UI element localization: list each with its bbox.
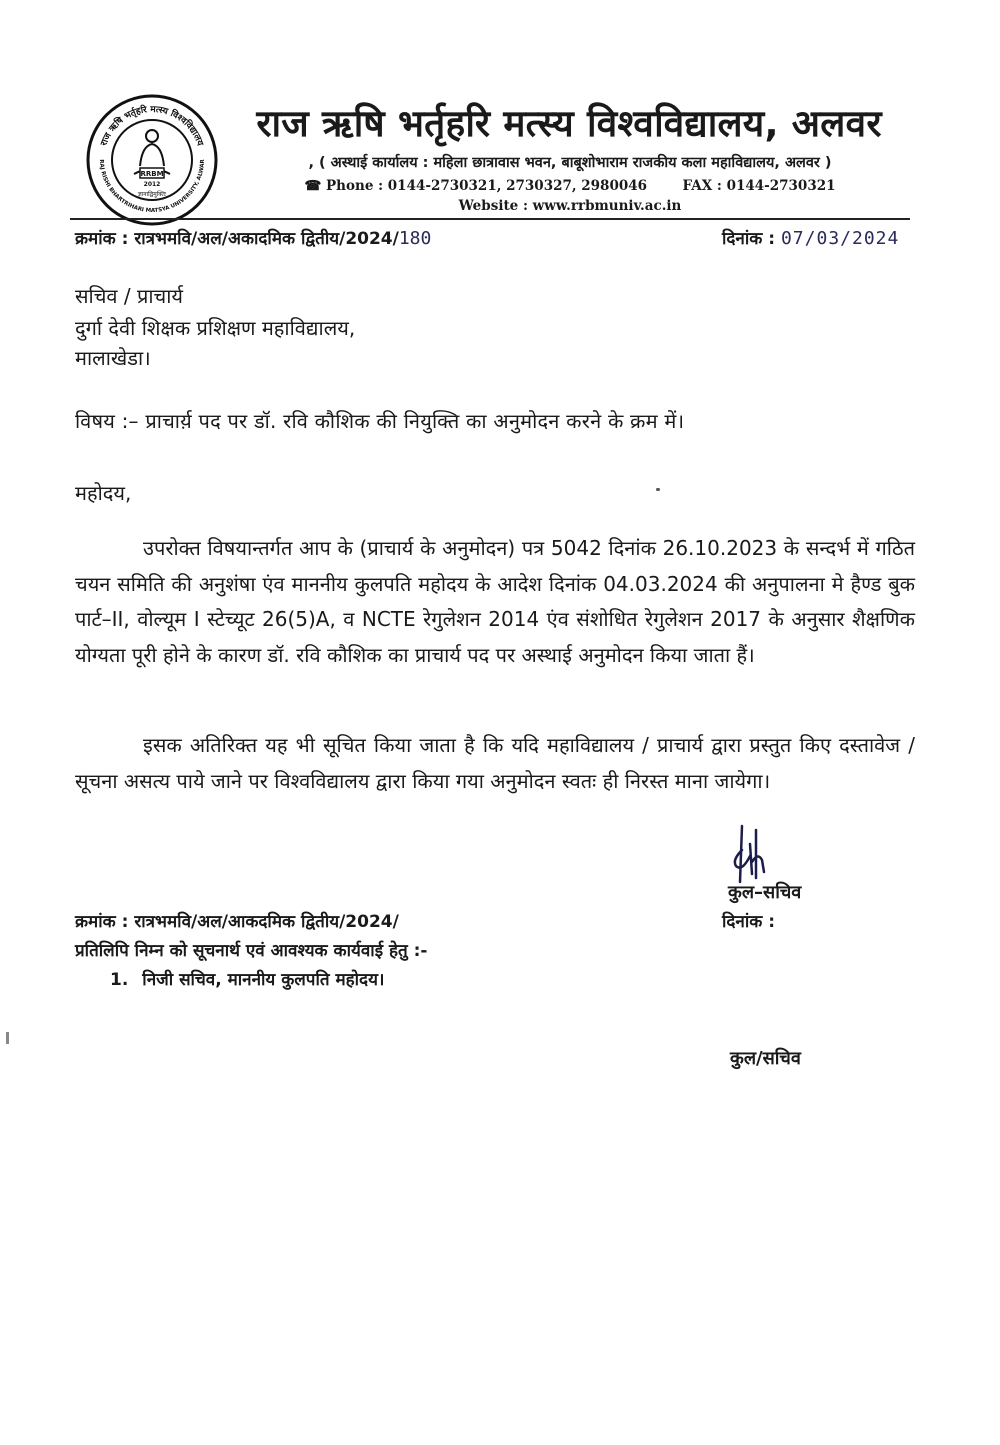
copy-list-item-text: निजी सचिव, माननीय कुलपति महोदय।	[142, 970, 385, 990]
seal-top-text: राज ऋषि भर्तृहरि मत्स्य विश्वविद्यालय	[99, 104, 205, 148]
registrar-designation-copy: कुल/सचिव	[730, 1048, 801, 1069]
date-label: दिनांक :	[722, 229, 776, 249]
addressee-designation: सचिव / प्राचार्य	[75, 284, 184, 308]
addressee-institution: दुर्गा देवी शिक्षक प्रशिक्षण महाविद्यालय,	[75, 316, 356, 340]
registrar-designation: कुल–सचिव	[728, 882, 802, 903]
seal-year: 2012	[143, 181, 161, 188]
website-address: Website : www.rrbmuniv.ac.in	[458, 198, 682, 214]
seal-center-text: RRBM	[140, 170, 164, 178]
university-seal-logo	[84, 92, 220, 228]
copy-to-heading: प्रतिलिपि निम्न को सूचनार्थ एवं आवश्यक कार्यवाई हेतु :-	[75, 941, 428, 961]
seal-bottom-text: RAJ RISHI BHARTRIHARI MATSYA UNIVERSITY, ALWAR	[97, 159, 207, 215]
seal-motto: ज्ञानाद्विमुक्तिः	[137, 191, 167, 198]
contact-line	[230, 178, 910, 194]
salutation: महोदय,	[75, 481, 132, 505]
reference-number	[75, 226, 431, 249]
handwritten-signature	[728, 822, 838, 884]
header-divider	[70, 218, 910, 220]
stray-mark	[656, 488, 660, 491]
scan-edge-mark	[6, 1032, 9, 1044]
body-paragraph-2: इसक अतिरिक्त यह भी सूचित किया जाता है कि यदि महाविद्यालय / प्राचार्य द्वारा प्रस्तुत किए दस्तावेज / सूचना असत्य पाये जाने पर विश्वविद्यालय द्वारा किया गया अनुमोदन स्वतः ही निरस्त माना जायेगा।	[75, 733, 915, 793]
body-paragraph-1: उपरोक्त विषयान्तर्गत आप के (प्राचार्य के अनुमोदन) पत्र 5042 दिनांक 26.10.2023 के सन्दर्भ में गठित चयन समिति की अनुशंषा एंव माननीय कुलपति महोदय के आदेश दिनांक 04.03.2024 की अनुपालना मे हैण्ड बुक पार्ट–II, वोल्यूम I स्टेच्यूट 26(5)A, व NCTE रेगुलेशन 2014 एंव संशोधित रेगुलेशन 2017 के अनुसार शैक्षणिक योग्यता पूरी होने के कारण डॉ. रवि कौशिक का प्राचार्य पद पर अस्थाई अनुमोदन किया जाता हैं।	[75, 536, 915, 667]
copy-reference-number: क्रमांक : रात्रभमवि/अल/आकदमिक द्वितीय/2024/	[75, 912, 399, 932]
handwritten-date: 07/03/2024	[780, 228, 900, 249]
office-address: , ( अस्थाई कार्यालय : महिला छात्रावास भवन, बाबूशोभाराम राजकीय कला महाविद्यालय, अलवर )	[308, 155, 832, 171]
copy-list-item	[110, 967, 384, 990]
handwritten-reference-number: 180	[398, 228, 432, 249]
addressee-place: मालाखेडा।	[75, 346, 151, 370]
phone-numbers: Phone : 0144-2730321, 2730327, 2980046	[326, 178, 648, 194]
university-name: राज ऋषि भर्तृहरि मत्स्य विश्वविद्यालय, अलवर	[256, 102, 882, 145]
reference-label: क्रमांक : रात्रभमवि/अल/अकादमिक द्वितीय/2024/	[75, 229, 399, 249]
copy-list-item-number: 1.	[110, 970, 129, 990]
fax-number: FAX : 0144-2730321	[682, 178, 836, 194]
phone-icon: ☎	[304, 178, 322, 194]
letter-date	[722, 226, 899, 249]
subject-line: विषय :– प्राचार्य़ पद पर डॉ. रवि कौशिक की नियुक्ति का अनुमोदन करने के क्रम में।	[75, 409, 685, 433]
signature-date-label: दिनांक :	[722, 912, 776, 932]
